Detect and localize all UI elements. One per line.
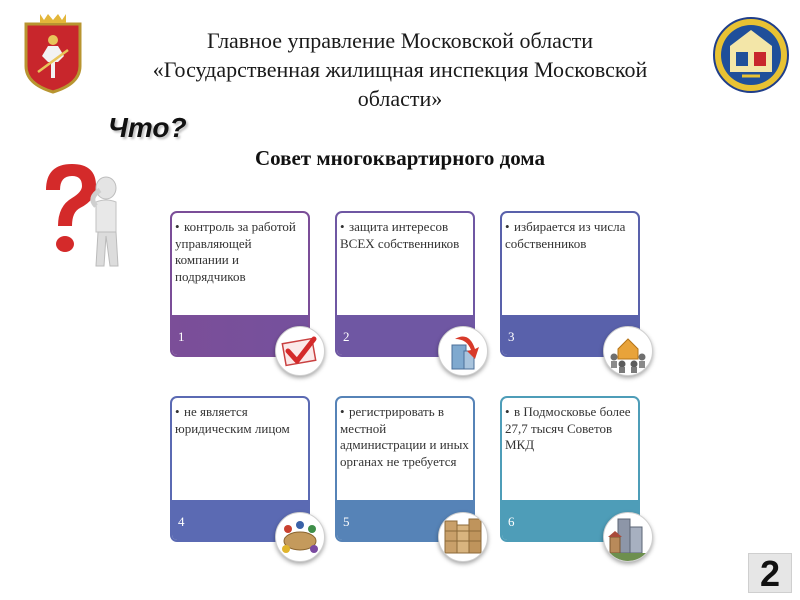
moscow-region-emblem (18, 10, 88, 94)
town-icon (603, 512, 653, 562)
question-figure-icon (32, 160, 132, 270)
card-4-text: • не является юридическим лицом (175, 404, 290, 436)
page-number: 2 (748, 553, 792, 593)
card-6-text: • в Подмосковье более 27,7 тысяч Советов МКД (505, 404, 631, 452)
title-line-2: «Государственная жилищная инспекция Московской (152, 57, 648, 82)
card-2-text: • защита интересов ВСЕХ собственников (340, 219, 460, 251)
card-2-number: 2 (343, 329, 350, 344)
page-title (100, 26, 700, 113)
card-3-text: • избирается из числа собственников (505, 219, 626, 251)
card-3-number: 3 (508, 329, 515, 344)
card-5-text: • регистрировать в местной администрации и иных органах не требуется (340, 404, 469, 469)
documents-icon (438, 512, 488, 562)
checkmark-icon (275, 326, 325, 376)
title-line-3: области» (357, 86, 443, 111)
card-1-text: • контроль за работой управляющей компании и подрядчиков (175, 219, 296, 284)
card-1-number: 1 (178, 329, 185, 344)
meeting-icon (275, 512, 325, 562)
people-house-icon (603, 326, 653, 376)
card-5-number: 5 (343, 514, 350, 529)
card-4-number: 4 (178, 514, 185, 529)
housing-inspection-emblem (712, 16, 790, 94)
question-label: Что? (108, 112, 187, 143)
slide-subtitle: Совет многоквартирного дома (255, 146, 545, 170)
card-6-number: 6 (508, 514, 515, 529)
title-line-1: Главное управление Московской области (207, 28, 593, 53)
building-arrow-icon (438, 326, 488, 376)
